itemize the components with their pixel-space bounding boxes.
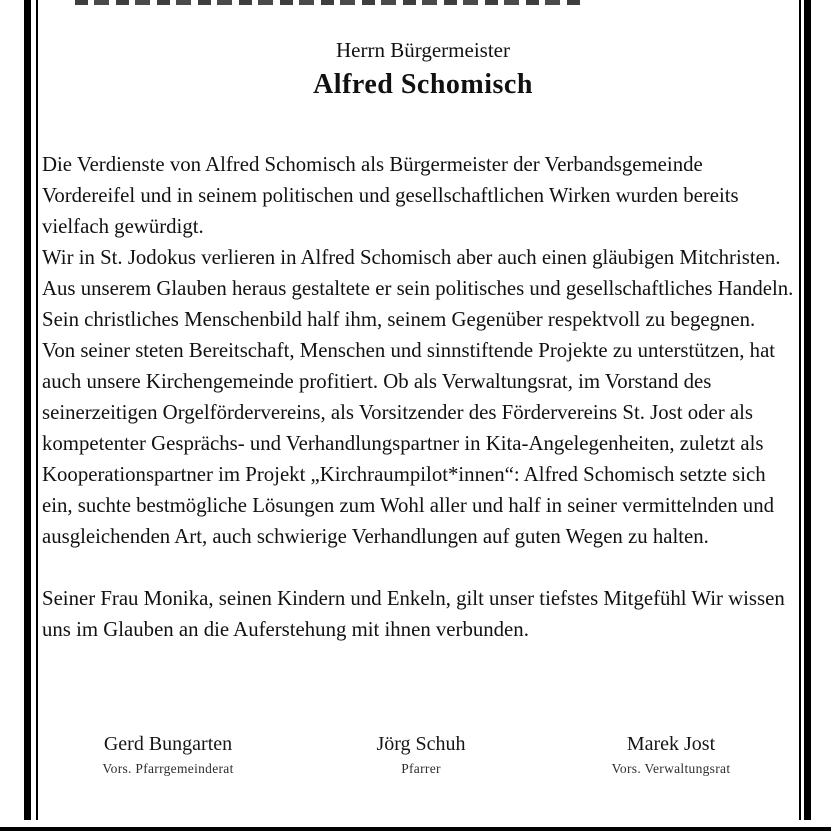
frame-right-inner-line — [799, 0, 801, 820]
signature-1 — [102, 732, 233, 777]
header — [40, 38, 806, 100]
paragraph-condolence: Seiner Frau Monika, seinen Kindern und Enkeln, gilt unser tiefstes Mitgefühl Wir wissen uns im Glauben an die Auferstehung mit ihnen verbunden. — [42, 587, 785, 641]
frame-left-outer-line — [24, 0, 31, 820]
signature-1-name: Gerd Bungarten — [103, 733, 233, 755]
signature-1-role: Vors. Pfarrgemeinderat — [102, 761, 234, 776]
salutation: Herrn Bürgermeister — [336, 38, 510, 62]
obituary-body — [42, 149, 796, 645]
frame-right-outer-line — [804, 0, 811, 820]
signature-3 — [612, 732, 731, 777]
paragraph-commitment: Von seiner steten Bereitschaft, Menschen und sinnstiftende Projekte zu unterstützen, hat auch unsere Kirchengemeinde profitiert. Ob als Verwaltungsrat, im Vorstand des seinerzeitigen Orgelfördervereins, als Vorsitzender des Fördervereins St. Jost oder als kompetenter Gesprächs- und Verhandlungspartner in Kita-Angelegenheiten, zuletzt als Kooperationspartner im Projekt „Kirchraumpilot*innen“: Alfred Schomisch setzte sich ein, suchte bestmögliche Lösungen zum Wohl aller und half in seiner vermittelnden und ausgleichenden Art, auch schwierige Verhandlungen auf guten Wegen zu halten. — [42, 339, 776, 548]
signature-3-name: Marek Jost — [626, 733, 716, 755]
signature-3-role: Vors. Verwaltungsrat — [611, 761, 731, 776]
paragraph-faith: Wir in St. Jodokus verlieren in Alfred Schomisch aber auch einen gläubigen Mitchristen. Aus unserem Glauben heraus gestaltete er sein politisches und gesellschaftliches Handeln. Sein christliches Menschenbild half ihm, seinem Gegenüber respektvoll zu begegnen. — [42, 246, 794, 331]
signature-block — [0, 732, 831, 792]
signature-2-name: Jörg Schuh — [376, 733, 466, 755]
signature-2-role: Pfarrer — [401, 761, 441, 776]
clipped-top-text-line — [75, 0, 580, 5]
frame-left-inner-line — [36, 0, 38, 820]
signature-2 — [376, 732, 465, 777]
deceased-name: Alfred Schomisch — [313, 69, 533, 100]
paragraph-merits: Die Verdienste von Alfred Schomisch als Bürgermeister der Verbandsgemeinde Vordereifel und in seinem politischen und gesellschaftlichen Wirken wurden bereits vielfach gewürdigt. — [42, 153, 739, 238]
bottom-rule — [0, 827, 831, 831]
